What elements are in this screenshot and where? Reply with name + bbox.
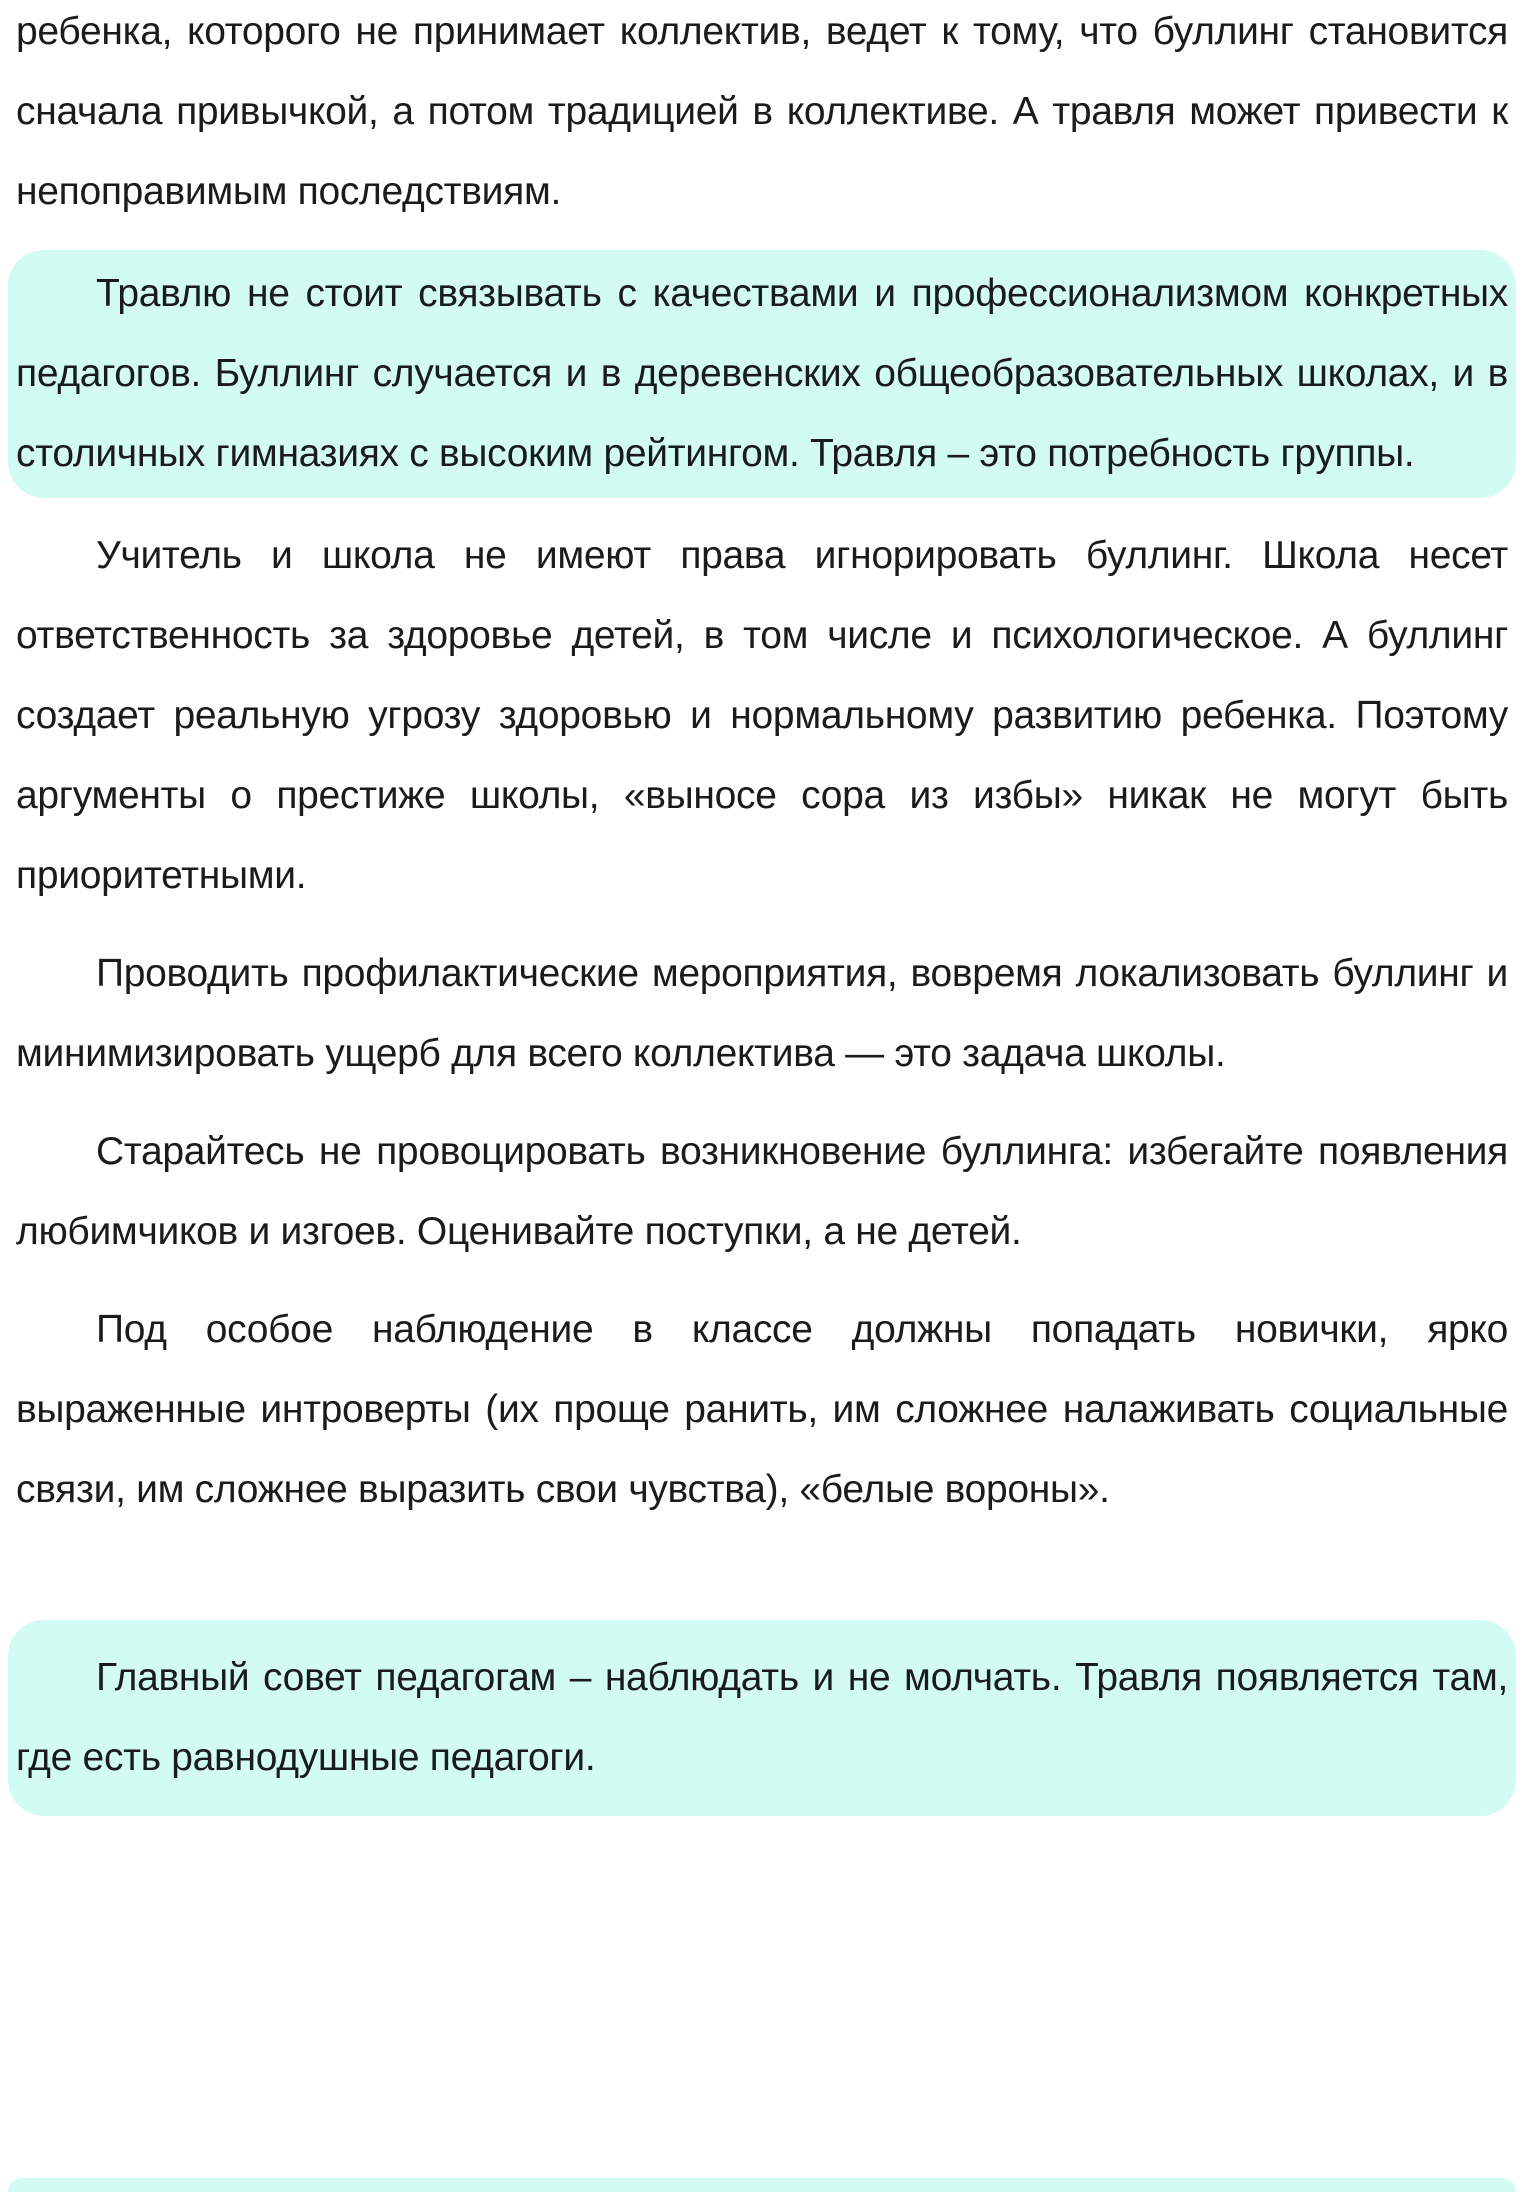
paragraph: Учитель и школа не имеют права игнорировать буллинг. Школа несет ответственность за здоровье детей, в том числе и психологическое. А буллинг создает реальную угрозу здоровью и нормальному развитию ребенка. Поэтому аргументы о престиже школы, «выносе сора из избы» никак не могут быть приоритетными.: [16, 534, 1508, 897]
paragraph: Проводить профилактические мероприятия, вовремя локализовать буллинг и минимизировать ущерб для всего коллектива — это задача школы.: [16, 952, 1508, 1075]
paragraph: ребенка, которого не принимает коллектив, ведет к тому, что буллинг становится сначала привычкой, а потом традицией в коллективе. А травля может привести к непоправимым последствиям.: [16, 10, 1508, 213]
paragraph: Под особое наблюдение в классе должны попадать новички, ярко выраженные интроверты (их проще ранить, им сложнее налаживать социальные связи, им сложнее выразить свои чувства), «белые вороны».: [16, 1308, 1508, 1511]
highlight-box-partial: [8, 2178, 1516, 2192]
highlight-box: Главный совет педагогам – наблюдать и не молчать. Травля появляется там, где есть равнодушные педагоги.: [8, 1620, 1516, 1816]
paragraph: Старайтесь не провоцировать возникновение буллинга: избегайте появления любимчиков и изгоев. Оценивайте поступки, а не детей.: [16, 1130, 1508, 1253]
highlight-box: Травлю не стоит связывать с качествами и профессионализмом конкретных педагогов. Буллинг случается и в деревенских общеобразовательных школах, и в столичных гимназиях с высоким рейтингом. Травля – это потребность группы.: [8, 250, 1516, 498]
